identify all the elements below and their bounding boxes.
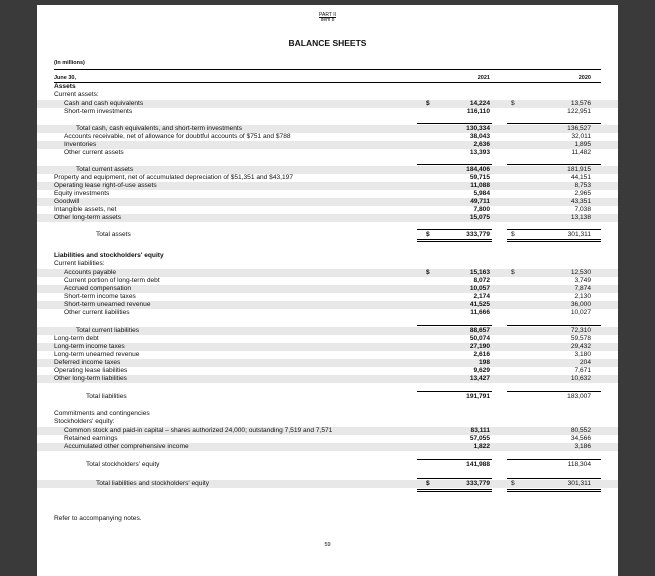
document-page — [37, 5, 618, 576]
value-2020: 11,482 — [571, 149, 591, 156]
subtotal-rule — [507, 391, 601, 392]
row-label: Other current liabilities — [64, 309, 130, 316]
row-label: Total assets — [96, 231, 131, 238]
value-2020: 2,965 — [574, 190, 591, 197]
subtotal-rule — [417, 325, 492, 326]
year-label: June 30, — [54, 75, 77, 81]
table-row — [37, 182, 618, 190]
value-2020: 32,011 — [571, 133, 591, 140]
value-2020: 13,138 — [570, 214, 591, 221]
row-label: Long-term unearned revenue — [54, 351, 140, 358]
row-label: Goodwill — [54, 198, 80, 205]
value-2021: 83,111 — [470, 427, 490, 434]
row-label: Liabilities and stockholders' equity — [54, 252, 164, 259]
value-2021: 198 — [478, 359, 490, 366]
row-label: Total current assets — [76, 166, 134, 173]
table-row — [37, 427, 618, 435]
table-row — [37, 285, 618, 293]
row-label: Operating lease right-of-use assets — [54, 182, 157, 189]
row-label: Accrued compensation — [64, 285, 132, 292]
row-label: Intangible assets, net — [54, 206, 117, 213]
table-row — [37, 293, 618, 301]
value-2020: 34,566 — [570, 435, 591, 442]
table-row — [37, 410, 618, 418]
value-2021: 116,110 — [466, 108, 490, 115]
subtotal-rule — [417, 391, 492, 392]
value-2020: 118,304 — [567, 461, 591, 468]
value-2021: 59,715 — [469, 174, 490, 181]
value-2020: 10,027 — [570, 309, 591, 316]
table-row — [37, 327, 618, 335]
value-2020: 136,527 — [567, 125, 591, 132]
currency-symbol: $ — [426, 480, 430, 487]
row-label: Current assets: — [54, 91, 99, 98]
table-row — [37, 231, 618, 239]
value-2020: 183,007 — [567, 393, 591, 400]
row-label: Short-term unearned revenue — [64, 301, 151, 308]
row-label: Stockholders' equity: — [54, 418, 115, 425]
year-col-1: 2021 — [477, 75, 490, 81]
subtotal-rule — [507, 478, 601, 479]
table-row — [37, 260, 618, 268]
total-rule — [507, 239, 601, 240]
value-2020: 72,310 — [570, 327, 591, 334]
table-row — [37, 301, 618, 309]
part-label: PART II — [319, 12, 336, 18]
table-row — [37, 108, 618, 116]
value-2021: 15,163 — [469, 269, 490, 276]
subtotal-rule — [507, 325, 601, 326]
row-label: Retained earnings — [64, 435, 118, 442]
value-2021: 333,779 — [466, 231, 490, 238]
value-2021: 13,393 — [469, 149, 490, 156]
value-2021: 41,525 — [469, 301, 490, 308]
table-row — [37, 206, 618, 214]
row-label: Inventories — [64, 141, 97, 148]
table-row — [37, 335, 618, 343]
value-2020: 80,552 — [570, 427, 591, 434]
value-2020: 181,915 — [567, 166, 591, 173]
value-2021: 2,616 — [473, 351, 490, 358]
value-2020: 43,351 — [570, 198, 591, 205]
row-label: Total cash, cash equivalents, and short-term investments — [76, 125, 243, 132]
page-header — [37, 13, 618, 23]
page-title: BALANCE SHEETS — [288, 38, 367, 48]
table-row — [37, 214, 618, 222]
value-2021: 5,984 — [473, 190, 490, 197]
row-label: Common stock and paid-in capital – shares authorized 24,000; outstanding 7,519 and 7,571 — [64, 427, 333, 434]
row-label: Accounts receivable, net of allowance for doubtful accounts of $751 and $788 — [64, 133, 291, 140]
table-row — [37, 309, 618, 317]
value-2020: 301,311 — [567, 480, 591, 487]
subtotal-rule — [507, 123, 601, 124]
table-row — [37, 367, 618, 375]
row-label: Cash and cash equivalents — [64, 100, 144, 107]
value-2021: 13,427 — [469, 375, 490, 382]
row-label: Other long-term liabilities — [54, 375, 127, 382]
row-label: Commitments and contingencies — [54, 410, 150, 417]
value-2021: 10,057 — [469, 285, 490, 292]
row-label: Property and equipment, net of accumulated depreciation of $51,351 and $43,197 — [54, 174, 294, 181]
units-label: (In millions) — [54, 60, 85, 66]
currency-symbol: $ — [511, 269, 515, 276]
total-rule — [417, 489, 492, 490]
row-label: Total stockholders' equity — [86, 461, 160, 468]
value-2021: 2,174 — [473, 293, 490, 300]
value-2020: 7,874 — [574, 285, 591, 292]
currency-symbol: $ — [426, 100, 430, 107]
row-label: Assets — [54, 83, 76, 90]
table-row — [37, 461, 618, 469]
value-2021: 49,711 — [470, 198, 490, 205]
row-label: Short-term income taxes — [64, 293, 136, 300]
value-2020: 13,576 — [570, 100, 591, 107]
row-label: Total current liabilities — [76, 327, 140, 334]
table-row — [37, 252, 618, 260]
subtotal-rule — [507, 459, 601, 460]
row-label: Accounts payable — [64, 269, 117, 276]
value-2020: 7,671 — [574, 367, 591, 374]
row-label: Accumulated other comprehensive income — [64, 443, 189, 450]
table-row — [37, 125, 618, 133]
value-2021: 333,779 — [466, 480, 490, 487]
value-2021: 191,791 — [466, 393, 490, 400]
subtotal-rule — [417, 229, 492, 230]
row-label: Long-term income taxes — [54, 343, 125, 350]
subtotal-rule — [507, 164, 601, 165]
total-rule — [417, 239, 492, 240]
total-rule — [507, 491, 601, 492]
value-2020: 3,180 — [574, 351, 591, 358]
table-row — [37, 166, 618, 174]
table-row — [37, 277, 618, 285]
table-row — [37, 393, 618, 401]
footnote: Refer to accompanying notes. — [54, 515, 142, 522]
value-2021: 14,224 — [469, 100, 490, 107]
value-2020: 59,578 — [570, 335, 591, 342]
table-row — [37, 443, 618, 451]
table-row — [37, 418, 618, 426]
value-2020: 122,951 — [567, 108, 591, 115]
value-2020: 10,632 — [570, 375, 591, 382]
value-2021: 11,666 — [470, 309, 490, 316]
row-label: Total liabilities — [86, 393, 127, 400]
page-number: 59 — [324, 542, 331, 548]
value-2020: 2,130 — [574, 293, 591, 300]
total-rule — [417, 491, 492, 492]
table-row — [37, 375, 618, 383]
row-label: Current liabilities: — [54, 260, 105, 267]
table-row — [37, 141, 618, 149]
row-label: Equity investments — [54, 190, 110, 197]
row-label: Deferred income taxes — [54, 359, 121, 366]
currency-symbol: $ — [426, 231, 430, 238]
table-row — [37, 198, 618, 206]
table-row — [37, 133, 618, 141]
value-2020: 7,038 — [574, 206, 591, 213]
table-row — [37, 269, 618, 277]
value-2020: 36,000 — [570, 301, 591, 308]
value-2020: 301,311 — [567, 231, 591, 238]
value-2020: 8,753 — [574, 182, 591, 189]
total-rule — [507, 489, 601, 490]
value-2020: 1,895 — [574, 141, 591, 148]
table-row — [37, 149, 618, 157]
total-rule — [507, 241, 601, 242]
value-2020: 29,432 — [570, 343, 591, 350]
value-2021: 27,190 — [469, 343, 490, 350]
value-2021: 184,406 — [466, 166, 490, 173]
table-row — [37, 91, 618, 99]
value-2021: 1,822 — [473, 443, 490, 450]
value-2020: 44,151 — [570, 174, 591, 181]
value-2021: 88,657 — [469, 327, 490, 334]
value-2020: 204 — [579, 359, 591, 366]
item-label: Item 8 — [320, 17, 335, 23]
header-rule — [54, 69, 601, 70]
year-col-2: 2020 — [578, 75, 591, 81]
row-label: Current portion of long-term debt — [64, 277, 160, 284]
currency-symbol: $ — [426, 269, 430, 276]
table-row — [37, 100, 618, 108]
subtotal-rule — [417, 123, 492, 124]
row-label: Long-term debt — [54, 335, 99, 342]
value-2021: 57,055 — [469, 435, 490, 442]
subtotal-rule — [417, 478, 492, 479]
total-rule — [417, 241, 492, 242]
table-row — [37, 343, 618, 351]
value-2020: 3,749 — [574, 277, 591, 284]
table-row — [37, 351, 618, 359]
value-2021: 38,043 — [469, 133, 490, 140]
value-2020: 12,530 — [570, 269, 591, 276]
row-label: Other long-term assets — [54, 214, 122, 221]
value-2021: 15,075 — [469, 214, 490, 221]
value-2021: 7,800 — [473, 206, 490, 213]
table-row — [37, 435, 618, 443]
subtotal-rule — [417, 459, 492, 460]
subtotal-rule — [417, 164, 492, 165]
value-2021: 141,988 — [466, 461, 490, 468]
value-2021: 9,629 — [473, 367, 490, 374]
currency-symbol: $ — [511, 480, 515, 487]
row-label: Total liabilities and stockholders' equity — [96, 480, 210, 487]
row-label: Short-term investments — [64, 108, 133, 115]
row-label: Operating lease liabilities — [54, 367, 128, 374]
currency-symbol: $ — [511, 100, 515, 107]
value-2021: 11,088 — [470, 182, 490, 189]
table-row — [37, 83, 618, 91]
value-2020: 3,186 — [574, 443, 591, 450]
value-2021: 8,072 — [473, 277, 490, 284]
table-row — [37, 359, 618, 367]
value-2021: 50,074 — [469, 335, 490, 342]
table-row — [37, 190, 618, 198]
subtotal-rule — [507, 229, 601, 230]
row-label: Other current assets — [64, 149, 124, 156]
year-header-row — [37, 74, 618, 82]
currency-symbol: $ — [511, 231, 515, 238]
table-row — [37, 174, 618, 182]
value-2021: 2,636 — [473, 141, 490, 148]
table-row — [37, 480, 618, 488]
value-2021: 130,334 — [466, 125, 490, 132]
header-rule — [54, 82, 601, 83]
